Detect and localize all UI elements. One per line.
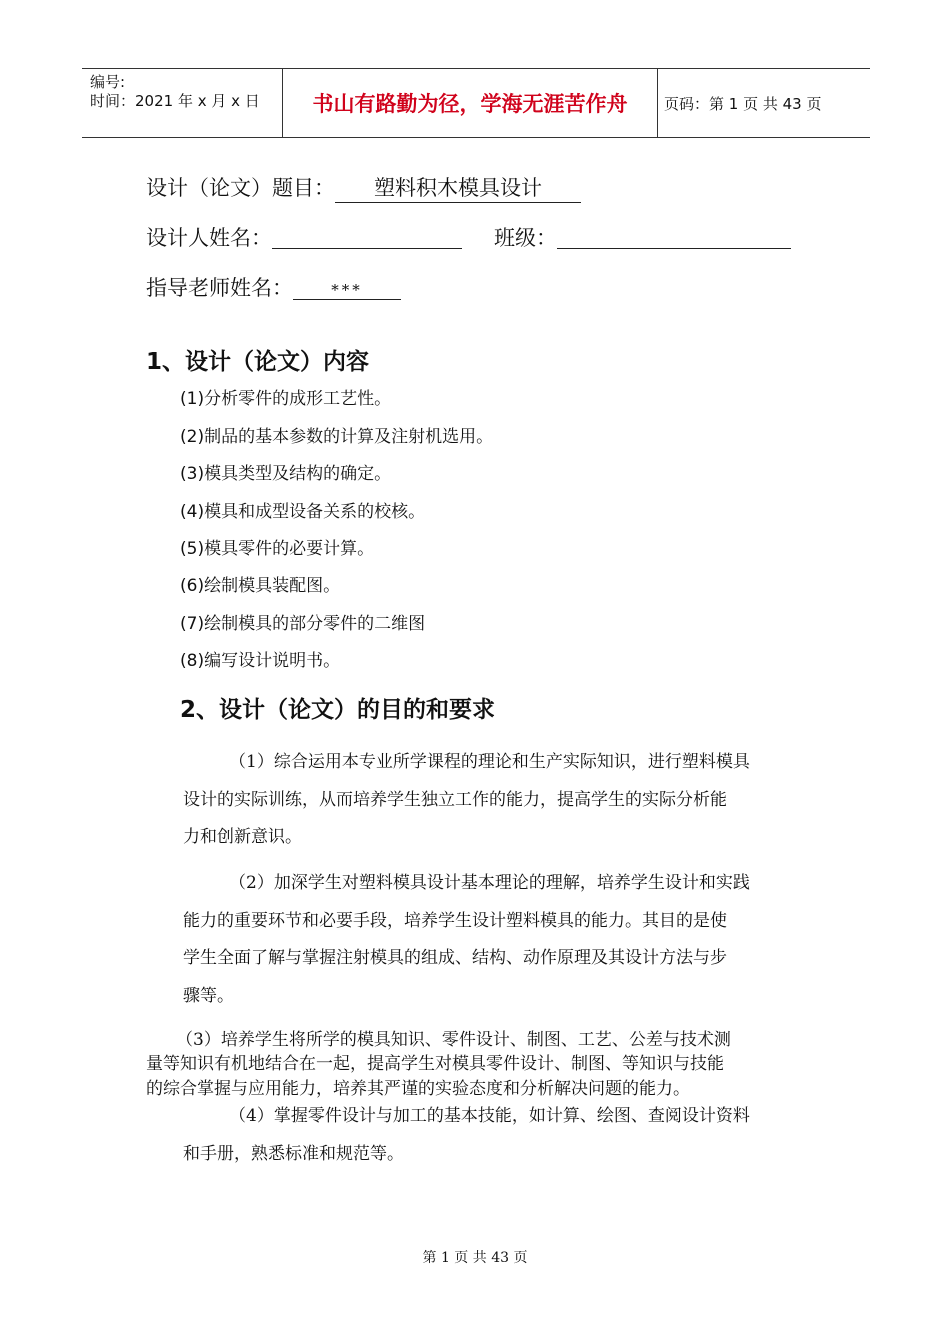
paragraph-line: 量等知识有机地结合在一起，提高学生对模具零件设计、制图、等知识与技能 xyxy=(146,1054,724,1074)
class-value xyxy=(557,226,791,249)
paragraph-line: （3）培养学生将所学的模具知识、零件设计、制图、工艺、公差与技术测 xyxy=(176,1030,731,1050)
paragraph-line: （2）加深学生对塑料模具设计基本理论的理解，培养学生设计和实践 xyxy=(229,873,750,893)
header-page-info: 页码：第 1 页 共 43 页 xyxy=(664,94,822,113)
designer-value xyxy=(272,226,462,249)
advisor-row xyxy=(146,272,401,302)
thesis-title-label: 设计（论文）题目： xyxy=(146,176,335,200)
list-item: (3)模具类型及结构的确定。 xyxy=(180,464,392,484)
paragraph-line: 力和创新意识。 xyxy=(183,827,302,847)
class-row xyxy=(494,222,791,252)
list-item: (5)模具零件的必要计算。 xyxy=(180,539,375,559)
thesis-title-row xyxy=(146,172,581,203)
list-item: (8)编写设计说明书。 xyxy=(180,651,341,671)
section2-heading: 2、设计（论文）的目的和要求 xyxy=(180,697,496,723)
paragraph-line: （4）掌握零件设计与加工的基本技能，如计算、绘图、查阅设计资料 xyxy=(229,1106,750,1126)
list-item: (2)制品的基本参数的计算及注射机选用。 xyxy=(180,427,494,447)
list-item: (4)模具和成型设备关系的校核。 xyxy=(180,502,426,522)
page-footer: 第 1 页 共 43 页 xyxy=(422,1250,528,1266)
paragraph-line: 的综合掌握与应用能力，培养其严谨的实验态度和分析解决问题的能力。 xyxy=(146,1079,690,1099)
header-meta xyxy=(82,69,282,137)
list-item: (6)绘制模具装配图。 xyxy=(180,576,341,596)
designer-row xyxy=(146,222,462,252)
list-item: (1)分析零件的成形工艺性。 xyxy=(180,389,392,409)
paragraph-line: 设计的实际训练，从而培养学生独立工作的能力，提高学生的实际分析能 xyxy=(183,790,727,810)
page-header xyxy=(82,68,870,138)
designer-label: 设计人姓名： xyxy=(146,226,272,250)
section1-heading: 1、设计（论文）内容 xyxy=(146,349,370,375)
list-item: (7)绘制模具的部分零件的二维图 xyxy=(180,614,426,634)
class-label: 班级： xyxy=(494,226,557,250)
thesis-title-value: 塑料积木模具设计 xyxy=(335,172,581,203)
paragraph-line: 学生全面了解与掌握注射模具的组成、结构、动作原理及其设计方法与步 xyxy=(183,948,727,968)
paragraph-line: （1）综合运用本专业所学课程的理论和生产实际知识，进行塑料模具 xyxy=(229,752,750,772)
paragraph-line: 和手册，熟悉标准和规范等。 xyxy=(183,1144,404,1164)
advisor-value: *** xyxy=(293,281,401,300)
paragraph-line: 骤等。 xyxy=(183,986,234,1006)
header-motto: 书山有路勤为径，学海无涯苦作舟 xyxy=(282,69,658,137)
time-label: 时间：2021 年 x 月 x 日 xyxy=(90,92,260,110)
number-label: 编号: xyxy=(90,73,126,91)
paragraph-line: 能力的重要环节和必要手段，培养学生设计塑料模具的能力。其目的是使 xyxy=(183,911,727,931)
advisor-label: 指导老师姓名： xyxy=(146,276,293,300)
